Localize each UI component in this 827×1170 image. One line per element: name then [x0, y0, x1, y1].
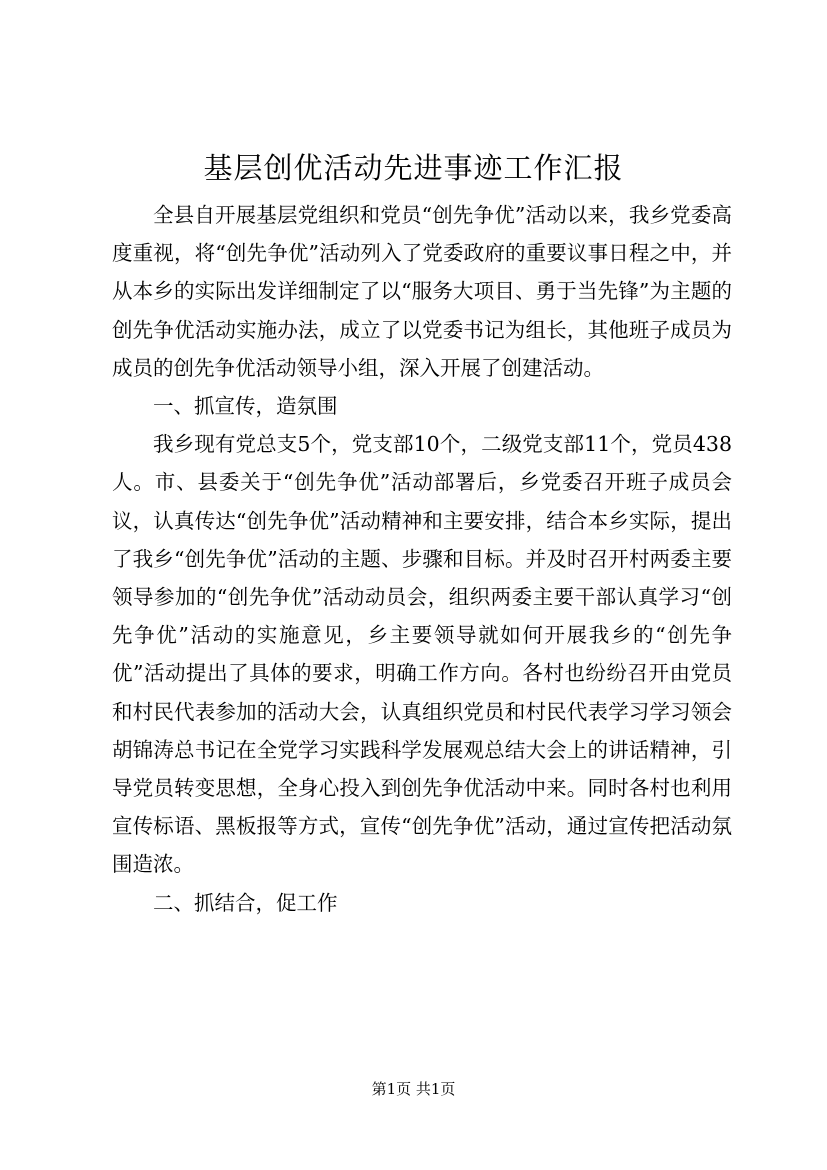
document-title: 基层创优活动先进事迹工作汇报 [203, 151, 624, 185]
section-heading-2: 二、抓结合，促工作 [153, 890, 338, 915]
paragraph-section-1: 我乡现有党总支5个，党支部10个，二级党支部11个，党员438人。市、县委关于“创先争优”活动部署后，乡党委召开班子成员会议，认真传达“创先争优”活动精神和主要安排，结合本乡实际，提出了我乡“创先争优”活动的主题、步骤和目标。并及时召开村两委主要领导参加的“创先争优”活动动员会，组织两委主要干部认真学习“创先争优”活动的实施意见，乡主要领导就如何开展我乡的“创先争优”活动提出了具体的要求，明确工作方向。各村也纷纷召开由党员和村民代表参加的活动大会，认真组织党员和村民代表学习学习领会胡锦涛总书记在全党学习实践科学发展观总结大会上的讲话精神，引导党员转变思想，全身心投入到创先争优活动中来。同时各村也利用宣传标语、黑板报等方式，宣传“创先争优”活动，通过宣传把活动氛围造浓。 [112, 432, 732, 877]
paragraph-intro: 全县自开展基层党组织和党员“创先争优”活动以来，我乡党委高度重视，将“创先争优”活动列入了党委政府的重要议事日程之中，并从本乡的实际出发详细制定了以“服务大项目、勇于当先锋”为主题的创先争优活动实施办法，成立了以党委书记为组长，其他班子成员为成员的创先争优活动领导小组，深入开展了创建活动。 [112, 203, 732, 380]
page-footer: 第1页 共1页 [371, 1080, 456, 1098]
section-heading-1: 一、抓宣传，造氛围 [153, 394, 338, 419]
document-body [112, 196, 732, 922]
